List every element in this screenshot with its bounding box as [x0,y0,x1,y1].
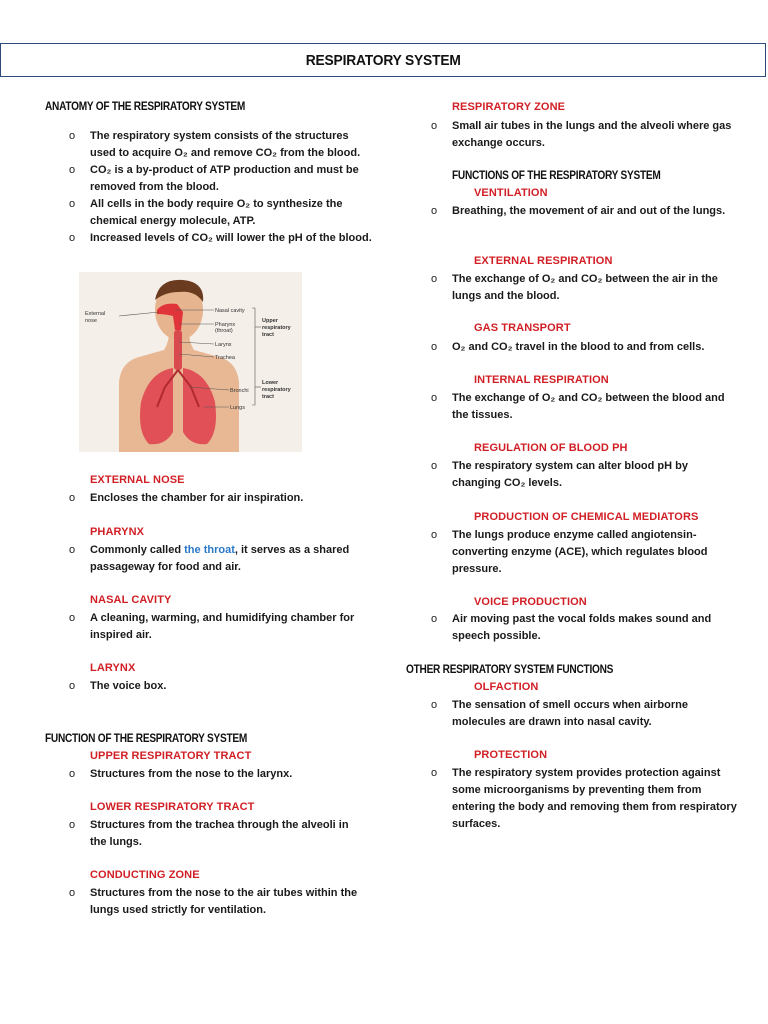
bullet-icon: o [69,887,76,899]
functions-heading: FUNCTIONS OF THE RESPIRATORY SYSTEM [452,170,661,182]
chemical-mediators-text: The lungs produce enzyme called angiotensin-converting enzyme (ACE), which regulates blood pressure. [452,529,708,575]
lower-tract-title: LOWER RESPIRATORY TRACT [90,801,255,813]
bullet-icon: o [431,699,438,711]
upper-tract-title: UPPER RESPIRATORY TRACT [90,750,252,762]
figure-label: Bronchi [230,388,249,394]
bullet-icon: o [431,529,438,541]
bullet-icon: o [431,460,438,472]
anatomy-item-1: The respiratory system consists of the structures used to acquire O₂ and remove CO₂ from the blood. [90,130,361,159]
anatomy-item-3: All cells in the body require O₂ to synthesize the chemical energy molecule, ATP. [90,198,343,227]
pharynx-title: PHARYNX [90,526,145,538]
regulation-ph-title: REGULATION OF BLOOD PH [474,442,628,454]
voice-production-title: VOICE PRODUCTION [474,596,587,608]
internal-respiration-text: The exchange of O₂ and CO₂ between the blood and the tissues. [452,392,725,421]
trachea-shape [174,330,182,370]
conducting-zone-title: CONDUCTING ZONE [90,869,200,881]
bullet-icon: o [431,392,438,404]
figure-label: Lungs [230,405,245,411]
figure-label: Lower [262,380,279,386]
respiratory-anatomy-figure [79,272,302,452]
figure-label: External [85,311,106,317]
bullet-icon: o [69,612,76,624]
bullet-icon: o [69,492,76,504]
figure-label: Nasal cavity [215,308,245,314]
pharynx-text-end: , it serves as a shared passageway for food and air. [90,544,350,573]
figure-label: tract [262,332,274,338]
bullet-icon: o [69,819,76,831]
figure-label: Upper [262,318,278,324]
conducting-zone-text: Structures from the nose to the air tubes within the lungs used strictly for ventilation. [90,887,358,916]
bullet-icon: o [431,205,438,217]
external-nose-text: Encloses the chamber for air inspiration. [90,492,304,504]
figure-label: respiratory [262,387,291,393]
bullet-icon: o [431,273,438,285]
larynx-text: The voice box. [90,680,167,692]
regulation-ph-text: The respiratory system can alter blood pH by changing CO₂ levels. [452,460,688,489]
pharynx-text [90,542,365,576]
bullet-icon: o [69,164,76,176]
olfaction-title: OLFACTION [474,681,539,693]
anatomy-item-4: Increased levels of CO₂ will lower the pH of the blood. [90,232,372,244]
figure-label: nose [85,318,97,324]
bullet-icon: o [431,120,438,132]
internal-respiration-title: INTERNAL RESPIRATION [474,374,609,386]
chemical-mediators-title: PRODUCTION OF CHEMICAL MEDIATORS [474,511,699,523]
upper-tract-text: Structures from the nose to the larynx. [90,768,293,780]
ventilation-title: VENTILATION [474,187,548,199]
bullet-icon: o [69,544,76,556]
anatomy-item-2: CO₂ is a by-product of ATP production and must be removed from the blood. [90,164,359,193]
figure-label: Trachea [215,355,235,361]
nasal-cavity-title: NASAL CAVITY [90,594,172,606]
function-heading: FUNCTION OF THE RESPIRATORY SYSTEM [45,733,248,745]
olfaction-text: The sensation of smell occurs when airborne molecules are drawn into nasal cavity. [452,699,688,728]
anatomy-heading: ANATOMY OF THE RESPIRATORY SYSTEM [45,101,246,113]
lower-tract-text: Structures from the trachea through the alveoli in the lungs. [90,819,349,848]
bullet-icon: o [69,198,76,210]
protection-title: PROTECTION [474,749,548,761]
external-respiration-title: EXTERNAL RESPIRATION [474,255,613,267]
gas-transport-title: GAS TRANSPORT [474,322,571,334]
figure-label: Pharynx [215,322,236,328]
page-title-box [0,43,766,77]
figure-label: tract [262,394,274,400]
bullet-icon: o [431,613,438,625]
nasal-cavity-text: A cleaning, warming, and humidifying chamber for inspired air. [90,612,355,641]
bullet-icon: o [69,680,76,692]
page-title: RESPIRATORY SYSTEM [305,51,461,69]
respiratory-zone-text: Small air tubes in the lungs and the alveoli where gas exchange occurs. [452,120,732,149]
figure-label: (throat) [215,328,233,334]
bullet-icon: o [431,767,438,779]
ventilation-text: Breathing, the movement of air and out of the lungs. [452,205,726,217]
bullet-icon: o [431,341,438,353]
protection-text: The respiratory system provides protection against some microorganisms by preventing them from entering the body and removing them from respiratory surfaces. [452,767,737,830]
external-nose-title: EXTERNAL NOSE [90,474,185,486]
external-respiration-text: The exchange of O₂ and CO₂ between the air in the lungs and the blood. [452,273,718,302]
the-throat-link[interactable]: the throat [184,544,235,556]
other-functions-heading: OTHER RESPIRATORY SYSTEM FUNCTIONS [406,664,614,676]
figure-label: Larynx [215,342,232,348]
respiratory-zone-title: RESPIRATORY ZONE [452,101,566,113]
voice-production-text: Air moving past the vocal folds makes sound and speech possible. [452,613,712,642]
bullet-icon: o [69,130,76,142]
figure-label: respiratory [262,325,291,331]
bullet-icon: o [69,768,76,780]
pharynx-text-start: Commonly called [90,544,185,556]
bullet-icon: o [69,232,76,244]
gas-transport-text: O₂ and CO₂ travel in the blood to and from cells. [452,341,705,353]
larynx-title: LARYNX [90,662,136,674]
